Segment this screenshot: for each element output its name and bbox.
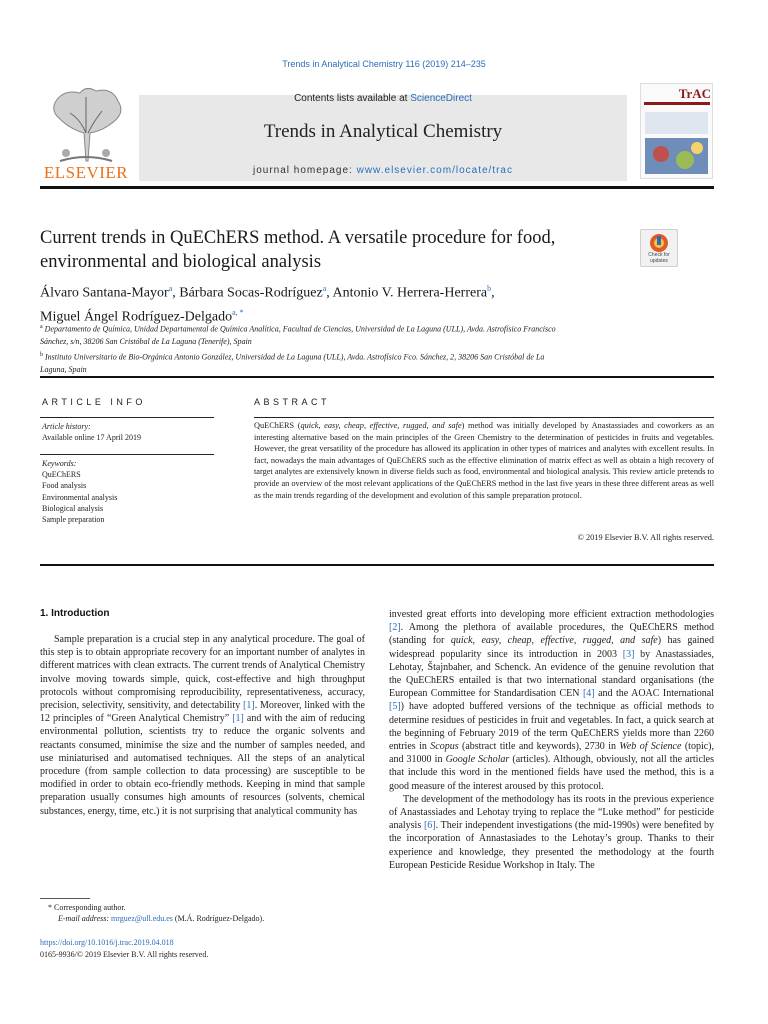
header-rule — [40, 186, 714, 189]
text-run: and with the aim of reducing environmental pollution, scientists try to reduce the organic solvents and reactants consumed, minimise the size and the number of samples needed, and use miniaturised and automatised techniques. All the steps of an analytical procedure (from sample collection to data processing) are susceptible to be modified in order to obtain eco-friendly methods. Keeping in mind that sample preparation usually consumes high amounts of resources (solvents, chemical substances, energy, time, etc.) it is not surprising that analytical community has — [40, 713, 365, 817]
text-run: . Their independent investigations (the mid-1990s) were benefited by the incorporation of Annastasiades to the Lehotay’s group. Thanks to their experience and knowledge, they presented the methodology at the fourth European Pesticide Residue Workshop in Italy. The — [389, 820, 715, 871]
email-link[interactable]: mrguez@ull.edu.es — [111, 914, 173, 923]
keywords-label: Keywords: — [42, 459, 77, 468]
keyword-item: Biological analysis — [42, 503, 104, 513]
text-run: Google Scholar — [445, 754, 510, 766]
cover-title: TrAC — [678, 86, 711, 101]
keyword-list — [42, 469, 117, 525]
keywords-rule — [40, 454, 214, 455]
keyword-item: Food analysis — [42, 481, 87, 491]
text-run: Scopus — [430, 741, 459, 753]
email-label: E-mail address: — [58, 914, 112, 923]
article-title-line-1: Current trends in QuEChERS method. A versatile procedure for food, — [40, 228, 556, 248]
journal-citation[interactable]: Trends in Analytical Chemistry 116 (2019) 214–235 — [282, 59, 486, 69]
text-run: and the AOAC International — [594, 688, 714, 700]
text-run: (topic), and 31000 in — [389, 741, 714, 766]
check-for-updates-button[interactable] — [640, 229, 678, 267]
author-affil-mark[interactable]: a — [322, 284, 327, 293]
contents-prefix: Contents lists available at — [294, 93, 411, 104]
article-info-heading: ARTICLE INFO — [42, 397, 146, 407]
check-updates-icon — [648, 232, 670, 254]
reference-link[interactable]: [2] — [389, 622, 401, 634]
doi-link[interactable]: https://doi.org/10.1016/j.trac.2019.04.018 — [40, 938, 174, 947]
journal-cover-thumbnail[interactable] — [640, 83, 713, 179]
text-run: Web of Science — [619, 741, 682, 753]
abstract-copyright: © 2019 Elsevier B.V. All rights reserved. — [577, 533, 714, 542]
text-run: by Anastassiades, Lehotay, Štajnbaher, and Schenck. An evidence of the genuine revolution that the QuEChERS entailed is that two international standard organisations (the European Committee for Standardisation CEN — [389, 648, 715, 700]
text-run: . Moreover, linked with the 12 principles of “Green Analytical Chemistry” — [40, 700, 365, 725]
abstract-text — [254, 420, 714, 501]
paragraph — [40, 633, 365, 818]
author-name[interactable]: Antonio V. Herrera-Herrera — [332, 285, 488, 301]
keyword-item: Sample preparation — [42, 515, 105, 525]
abstract-rule — [254, 417, 714, 418]
section-heading-introduction: 1. Introduction — [40, 608, 110, 619]
author-list: Álvaro Santana-Mayor$^a$, Bárbara Socas-Rodríguez$^a$, Antonio V. Herrera-Herrera$^b$, Miguel Ángel Rodríguez-Delgado$^{a, *}$ — [40, 284, 495, 325]
body-right-column — [389, 608, 714, 872]
text-run: ) have adopted buffered versions of the technique as official methods to determine residues of pesticides in fruit and vegetables. In fact, a quick search at the beginning of February 2019 of the term QuEChERS yields more than 2260 entries in — [389, 701, 714, 753]
reference-link[interactable]: [1] — [243, 700, 255, 712]
elsevier-wordmark: ELSEVIER — [43, 163, 129, 182]
affil-mark-a: a — [40, 324, 43, 330]
affil-a-line-2: Sánchez, s/n, 38206 San Cristóbal de La Laguna (Tenerife), Spain — [40, 337, 252, 347]
text-run: invested great efforts into developing more efficient extraction methodologies — [389, 609, 714, 620]
abstract-heading: ABSTRACT — [254, 397, 331, 407]
affil-mark-b: b — [40, 351, 43, 358]
text-run: (articles). Although, obviously, not all the articles that include this word in the mentioned fields have used the method, this is a good measure of the interest aroused by this protocol. — [389, 754, 715, 792]
article-title-line-2: environmental and biological analysis — [40, 252, 322, 272]
text-run: The development of the methodology has its roots in the previous experience of Anastassiades and Lehotay trying to replace the “Luke method” for pesticide analysis — [389, 793, 714, 832]
paragraph — [389, 793, 714, 872]
footnote-rule — [40, 898, 90, 899]
text-run: (abstract title and keywords), 2730 in — [458, 741, 620, 753]
history-label: Article history: — [42, 422, 91, 431]
text-run: quick, easy, cheap, effective, rugged, and safe — [450, 635, 658, 647]
title-block-rule — [40, 376, 714, 378]
affil-b-line-1: Instituto Universitario de Bio-Orgánica Antonio González, Universidad de La Laguna (ULL), Avda. Astrofísico Fco. Sánchez, 2, 38206 San Cristóbal de La — [45, 352, 545, 362]
reference-link[interactable]: [6] — [423, 820, 436, 832]
homepage-link[interactable]: www.elsevier.com/locate/trac — [356, 165, 513, 176]
author-name[interactable]: Álvaro Santana-Mayor — [40, 285, 169, 301]
sciencedirect-link[interactable]: ScienceDirect — [410, 93, 472, 104]
article-info-rule — [40, 417, 214, 418]
keyword-item: QuEChERS — [42, 470, 81, 479]
check-updates-label: Check for updates — [648, 252, 670, 264]
paragraph — [389, 608, 714, 793]
abstract-body: ) method was initially developed by Anastassiades and coworkers as an interesting alternative based on the main principles of the Green Chemistry to the determination of pesticides in fruits and vegetables. However, the great versatility of the procedure has allowed its application in other types of matrices and analytes with excellent results. In fact, nowadays the main advantages of QuEChERS such as the effective elimination of matrix effect as well as obtain a high recovery of target analytes are extensively known in diverse fields such as food, environmental and biological analysis. This review article pretends to provide an overview of the most relevant applications of the QuEChERS method in the last five years in these three different areas as well as the main trends regarding of the development and evolution of this sample preparation protocol. — [254, 421, 714, 500]
cover-image-icon — [641, 108, 712, 178]
email-line — [58, 914, 264, 923]
journal-title: Trends in Analytical Chemistry — [263, 121, 503, 142]
author-affil-mark[interactable]: b — [487, 284, 492, 293]
keyword-item: Environmental analysis — [42, 492, 118, 502]
reference-link[interactable]: [5] — [389, 701, 401, 713]
affil-a-line-1: Departamento de Química, Unidad Departamental de Química Analítica, Facultad de Ciencias, Universidad de La Laguna (ULL), Avda. Astrofísico Francisco — [44, 324, 556, 334]
history-value: Available online 17 April 2019 — [42, 433, 141, 442]
abstract-bottom-rule — [40, 564, 714, 566]
author-affil-mark[interactable]: a, * — [232, 307, 244, 317]
affiliations — [40, 321, 630, 376]
journal-homepage — [139, 165, 627, 176]
homepage-prefix: journal homepage: — [252, 165, 357, 176]
author-affil-mark[interactable]: a — [168, 284, 173, 293]
corresponding-author-note: * Corresponding author. — [48, 903, 126, 912]
affil-b-line-2: Laguna, Spain — [40, 364, 87, 374]
abstract-lead: QuEChERS ( — [254, 421, 301, 430]
email-owner: (M.Á. Rodríguez-Delgado). — [172, 914, 265, 923]
body-left-column — [40, 633, 365, 818]
reference-link[interactable]: [3] — [622, 648, 635, 660]
text-run: Sample preparation is a crucial step in any analytical procedure. The goal of this step is to obtain appropriate recovery for an important number of analytes in different matrices with clean extracts. The current trends of Analytical Chemistry involve moving towards simple, quick, cost-effective and high throughput protocols without compromising reproducibility, representativeness, accuracy, precision, selectivity, sensitivity, and detectability — [40, 634, 365, 712]
reference-link[interactable]: [1] — [232, 713, 244, 725]
contents-line — [139, 93, 627, 104]
author-name[interactable]: Miguel Ángel Rodríguez-Delgado — [40, 309, 233, 325]
reference-link[interactable]: [4] — [582, 688, 595, 700]
cover-bar — [644, 102, 710, 105]
text-run: . Among the plethora of available procedures, the QuEChERS method (standing for — [389, 622, 714, 647]
author-name[interactable]: Bárbara Socas-Rodríguez — [179, 285, 323, 301]
abstract-acronym-expansion: quick, easy, cheap, effective, rugged, and safe — [300, 421, 462, 430]
article-title — [40, 226, 630, 274]
text-run: ) has gained widespread popularity since its introduction in 2003 — [389, 635, 714, 660]
issn-copyright: 0165-9936/© 2019 Elsevier B.V. All rights reserved. — [40, 950, 209, 959]
